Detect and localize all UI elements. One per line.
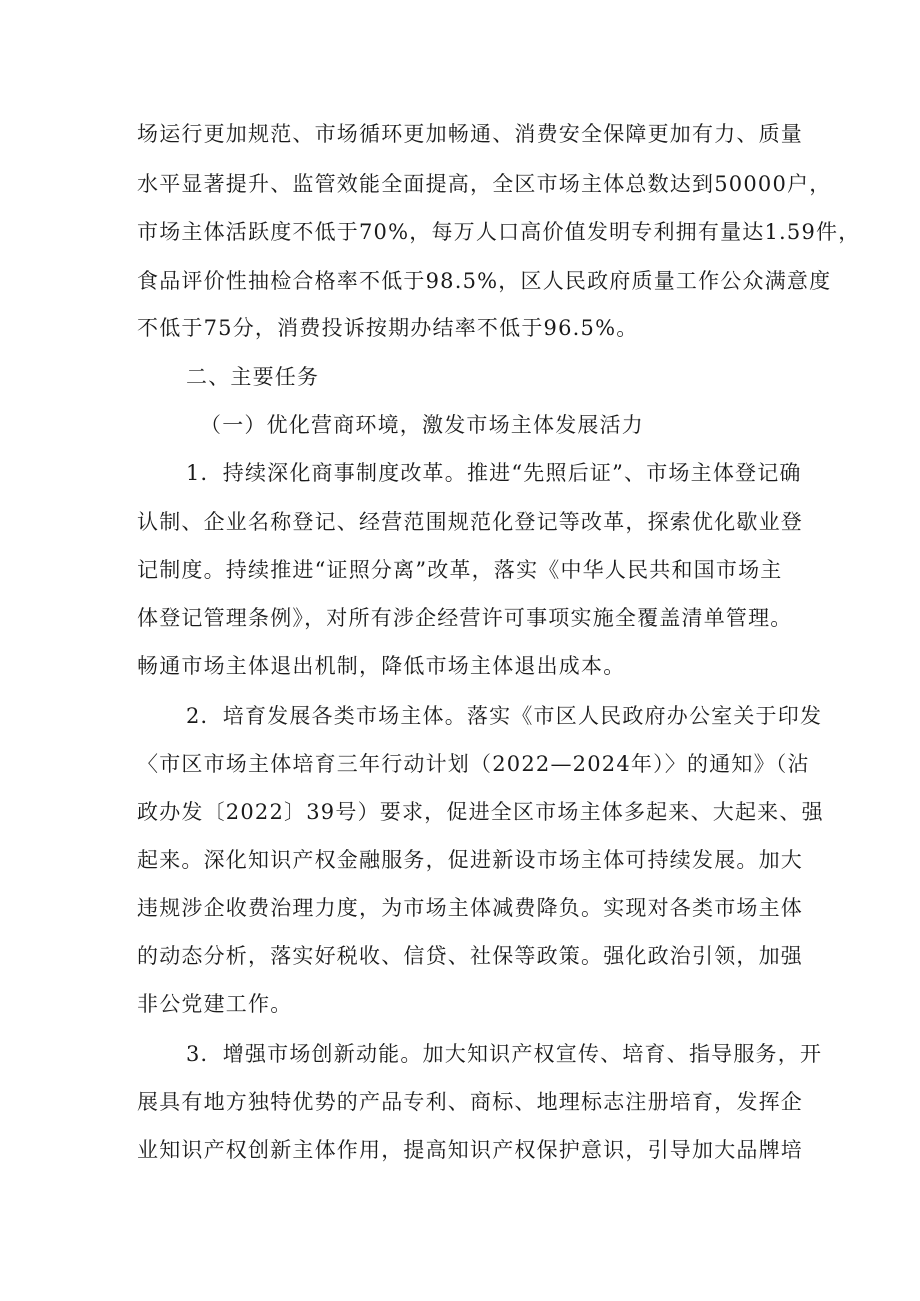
body-text-line: 畅通市场主体退出机制，降低市场主体退出成本。 [137,654,626,678]
body-text-line: 水平显著提升、监管效能全面提高，全区市场主体总数达到50000户， [137,172,832,196]
body-text-line: 记制度。持续推进“证照分离”改革，落实《中华人民共和国市场主 [137,558,783,582]
body-text-line: 的动态分析，落实好税收、信贷、社保等政策。强化政治引领，加强 [137,944,803,968]
section-heading: 二、主要任务 [186,365,320,389]
body-text-line: 认制、企业名称登记、经营范围规范化登记等改革，探索优化歇业登 [137,510,803,534]
body-text-line: 2．培育发展各类市场主体。落实《市区人民政府办公室关于印发 [186,704,823,728]
body-text-line: 不低于75分，消费投诉按期办结率不低于96.5%。 [137,316,639,340]
body-text-line: 起来。深化知识产权金融服务，促进新设市场主体可持续发展。加大 [137,848,803,872]
subsection-heading: （一）优化营商环境，激发市场主体发展活力 [200,413,644,437]
body-text-line: 食品评价性抽检合格率不低于98.5%，区人民政府质量工作公众满意度 [137,269,832,293]
body-text-line: 展具有地方独特优势的产品专利、商标、地理标志注册培育，发挥企 [137,1090,803,1114]
body-text-line: 3．增强市场创新动能。加大知识产权宣传、培育、指导服务，开 [186,1042,823,1066]
body-text-line: 场运行更加规范、市场循环更加畅通、消费安全保障更加有力、质量 [137,122,803,146]
body-text-line: 业知识产权创新主体作用，提高知识产权保护意识，引导加大品牌培 [137,1138,803,1162]
body-text-line: 非公党建工作。 [137,992,293,1016]
body-text-line: 〈市区市场主体培育三年行动计划（2022—2024年）〉的通知》（沾 [137,752,810,776]
body-text-line: 市场主体活跃度不低于70%，每万人口高价值发明专利拥有量达1.59件， [137,220,861,244]
body-text-line: 1．持续深化商事制度改革。推进“先照后证”、市场主体登记确 [186,461,802,485]
body-text-line: 违规涉企收费治理力度，为市场主体减费降负。实现对各类市场主体 [137,896,803,920]
body-text-line: 政办发〔2022〕39号）要求，促进全区市场主体多起来、大起来、强 [137,800,824,824]
body-text-line: 体登记管理条例》，对所有涉企经营许可事项实施全覆盖清单管理。 [137,606,793,630]
